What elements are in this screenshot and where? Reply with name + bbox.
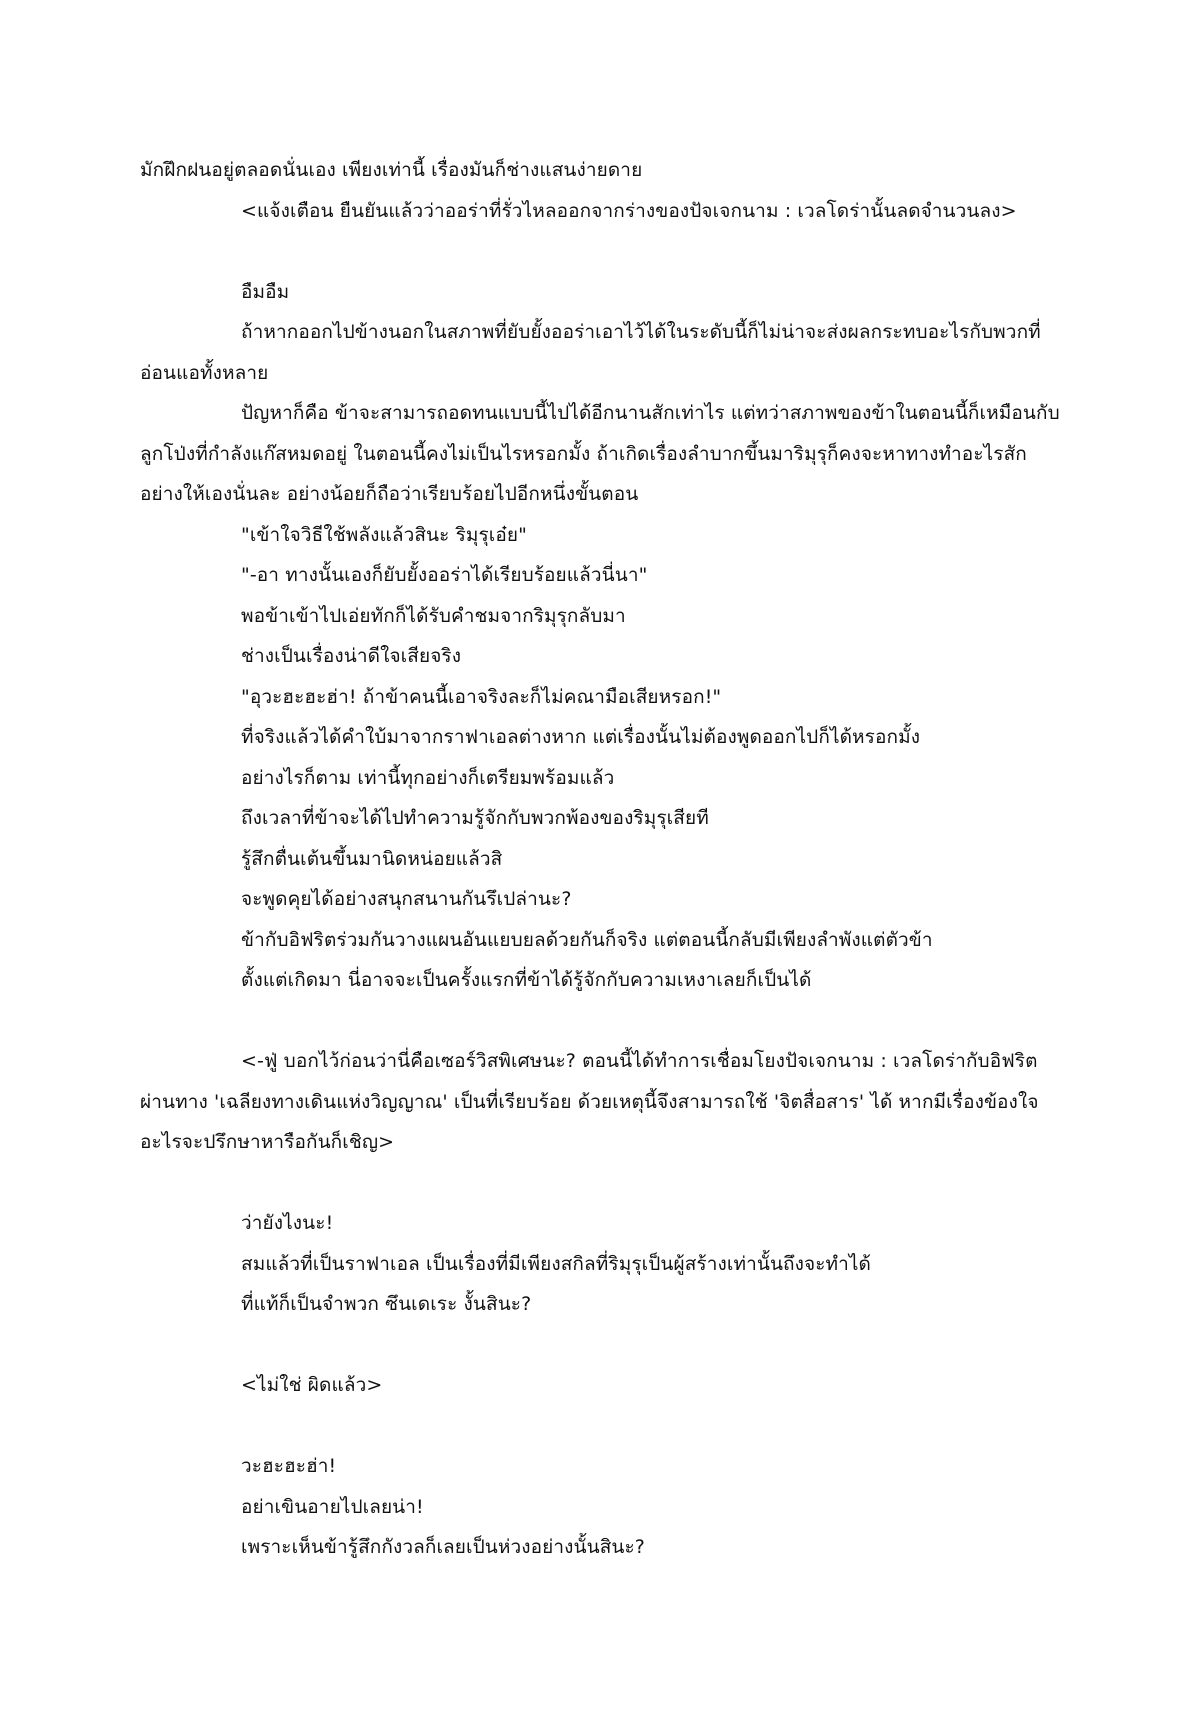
blank-line — [140, 231, 1060, 272]
paragraph: พอข้าเข้าไปเอ่ยทักก็ได้รับคำชมจากริมุรุกลับมา — [241, 604, 626, 627]
paragraph: รู้สึกตื่นเต้นขึ้นมานิดหน่อยแล้วสิ — [241, 847, 503, 870]
paragraph: ที่จริงแล้วได้คำใบ้มาจากราฟาเอลต่างหาก แต่เรื่องนั้นไม่ต้องพูดออกไปก็ได้หรอกมั้ง — [241, 726, 921, 748]
paragraph: ถ้าหากออกไปข้างนอกในสภาพที่ยับยั้งออร่าเอาไว้ได้ในระดับนี้ก็ไม่น่าจะส่งผลกระทบอะไรกับพวกที่อ่อนแอทั้งหลาย — [140, 321, 1041, 384]
paragraph: อืมอืม — [241, 280, 290, 303]
paragraph: สมแล้วที่เป็นราฟาเอล เป็นเรื่องที่มีเพียงสกิลที่ริมุรุเป็นผู้สร้างเท่านั้นถึงจะทำได้ — [241, 1252, 871, 1275]
blank-line — [140, 1001, 1060, 1042]
paragraph: "เข้าใจวิธีใช้พลังแล้วสินะ ริมุรุเอ๋ย" — [241, 523, 527, 546]
paragraph: <ไม่ใช่ ผิดแล้ว> — [241, 1374, 383, 1396]
paragraph: เพราะเห็นข้ารู้สึกกังวลก็เลยเป็นห่วงอย่างนั้นสินะ? — [241, 1536, 645, 1558]
document-body — [140, 150, 1060, 1568]
blank-line — [140, 1406, 1060, 1447]
paragraph: ที่แท้ก็เป็นจำพวก ซึนเดเระ งั้นสินะ? — [241, 1293, 532, 1315]
blank-line — [140, 1325, 1060, 1366]
paragraph: ตั้งแต่เกิดมา นี่อาจจะเป็นครั้งแรกที่ข้าได้รู้จักกับความเหงาเลยก็เป็นได้ — [241, 969, 812, 991]
paragraph: "-อา ทางนั้นเองก็ยับยั้งออร่าได้เรียบร้อยแล้วนี่นา" — [241, 564, 648, 586]
paragraph: ว่ายังไงนะ! — [241, 1212, 334, 1234]
paragraph: "อุวะฮะฮะฮ่า! ถ้าข้าคนนี้เอาจริงละก็ไม่คณามือเสียหรอก!" — [241, 685, 722, 708]
paragraph: ข้ากับอิฟริตร่วมกันวางแผนอันแยบยลด้วยกันก็จริง แต่ตอนนี้กลับมีเพียงลำพังแต่ตัวข้า — [241, 928, 933, 951]
paragraph: ปัญหาก็คือ ข้าจะสามารถอดทนแบบนี้ไปได้อีกนานสักเท่าไร แต่ทว่าสภาพของข้าในตอนนี้ก็เหมือนกับลูกโป่งที่กำลังแก๊สหมดอยู่ ในตอนนี้คงไม่เป็นไรหรอกมั้ง ถ้าเกิดเรื่องลำบากขึ้นมาริมุรุก็คงจะหาทางทำอะไรสักอย่างให้เองนั่นละ อย่างน้อยก็ถือว่าเรียบร้อยไปอีกหนึ่งขั้นตอน — [140, 402, 1060, 505]
paragraph: มักฝึกฝนอยู่ตลอดนั่นเอง เพียงเท่านี้ เรื่องมันก็ช่างแสนง่ายดาย — [140, 159, 643, 181]
paragraph: จะพูดคุยได้อย่างสนุกสนานกันรึเปล่านะ? — [241, 888, 572, 910]
paragraph: วะฮะฮะฮ่า! — [241, 1455, 337, 1477]
paragraph: <แจ้งเตือน ยืนยันแล้วว่าออร่าที่รั่วไหลออกจากร่างของปัจเจกนาม : เวลโดร่านั้นลดจำนวนลง> — [241, 199, 1017, 222]
paragraph: อย่างไรก็ตาม เท่านี้ทุกอย่างก็เตรียมพร้อมแล้ว — [241, 766, 615, 789]
paragraph: ถึงเวลาที่ข้าจะได้ไปทำความรู้จักกับพวกพ้องของริมุรุเสียที — [241, 807, 709, 829]
blank-line — [140, 1163, 1060, 1204]
paragraph: ช่างเป็นเรื่องน่าดีใจเสียจริง — [241, 645, 462, 667]
paragraph: อย่าเขินอายไปเลยน่า! — [241, 1495, 424, 1518]
paragraph: <-ฟู่ บอกไว้ก่อนว่านี่คือเซอร์วิสพิเศษนะ? ตอนนี้ได้ทำการเชื่อมโยงปัจเจกนาม : เวลโดร่ากับอิฟริตผ่านทาง 'เฉลียงทางเดินแห่งวิญญาณ' เป็นที่เรียบร้อย ด้วยเหตุนี้จึงสามารถใช้ 'จิตสื่อสาร' ได้ หากมีเรื่องข้องใจอะไรจะปรึกษาหารือกันก็เชิญ> — [140, 1050, 1039, 1153]
